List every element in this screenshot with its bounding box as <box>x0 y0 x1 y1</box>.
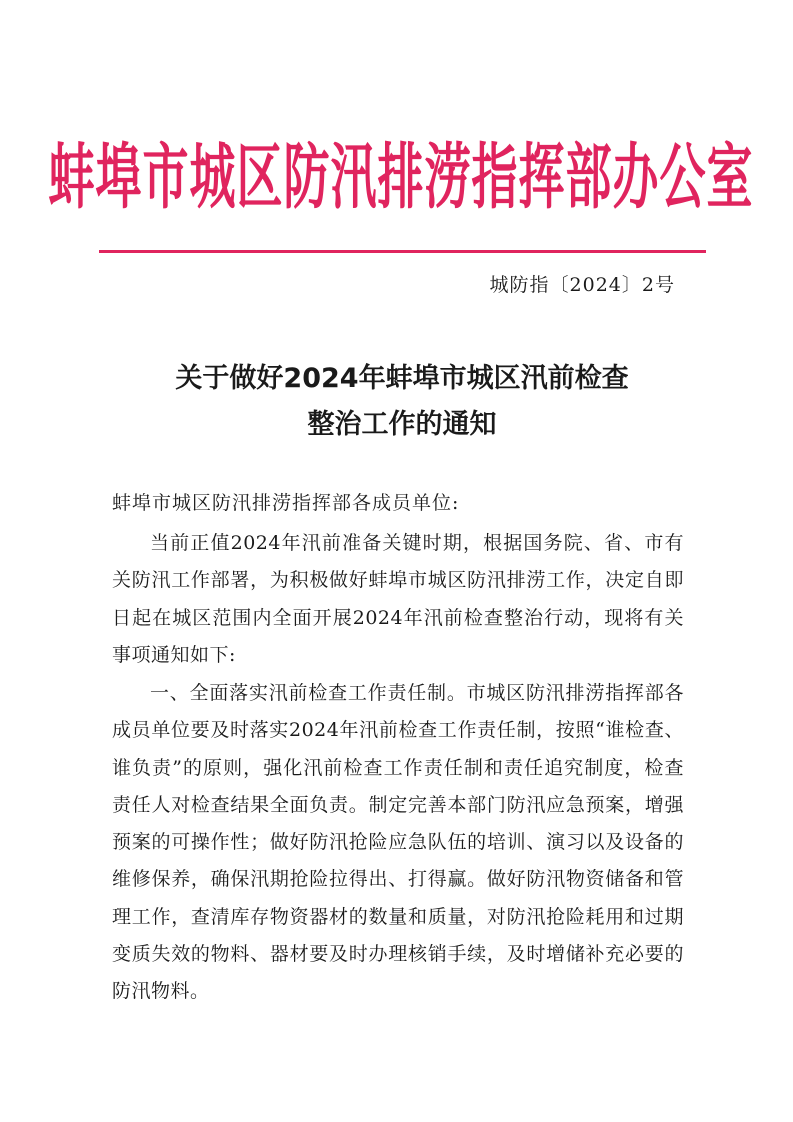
body-paragraph-section-1: 一、全面落实汛前检查工作责任制。市城区防汛排涝指挥部各成员单位要及时落实2024年汛前检查工作责任制，按照“谁检查、谁负责”的原则，强化汛前检查工作责任制和责任追究制度，检查责任人对检查结果全面负责。制定完善本部门防汛应急预案，增强预案的可操作性；做好防汛抢险应急队伍的培训、演习以及设备的维修保养，确保汛期抢险拉得出、打得赢。做好防汛物资储备和管理工作，查清库存物资器材的数量和质量，对防汛抢险耗用和过期变质失效的物料、器材要及时办理核销手续，及时增储补充必要的防汛物料。 <box>112 682 684 1003</box>
document-title <box>100 356 704 448</box>
document-title-line-1: 关于做好2024年蚌埠市城区汛前检查 <box>175 363 629 394</box>
document-number: 城防指〔2024〕2号 <box>489 274 675 296</box>
masthead-red-rule <box>99 250 706 253</box>
salutation: 蚌埠市城区防汛排涝指挥部各成员单位: <box>112 492 460 514</box>
issuing-office-masthead: 蚌埠市城区防汛排涝指挥部办公室 <box>48 134 754 219</box>
document-title-line-2: 整治工作的通知 <box>307 409 497 440</box>
body-paragraph-intro: 当前正值2024年汛前准备关键时期，根据国务院、省、市有关防汛工作部署，为积极做好蚌埠市城区防汛排涝工作，决定自即日起在城区范围内全面开展2024年汛前检查整治行动，现将有关事项通知如下: <box>112 532 684 666</box>
